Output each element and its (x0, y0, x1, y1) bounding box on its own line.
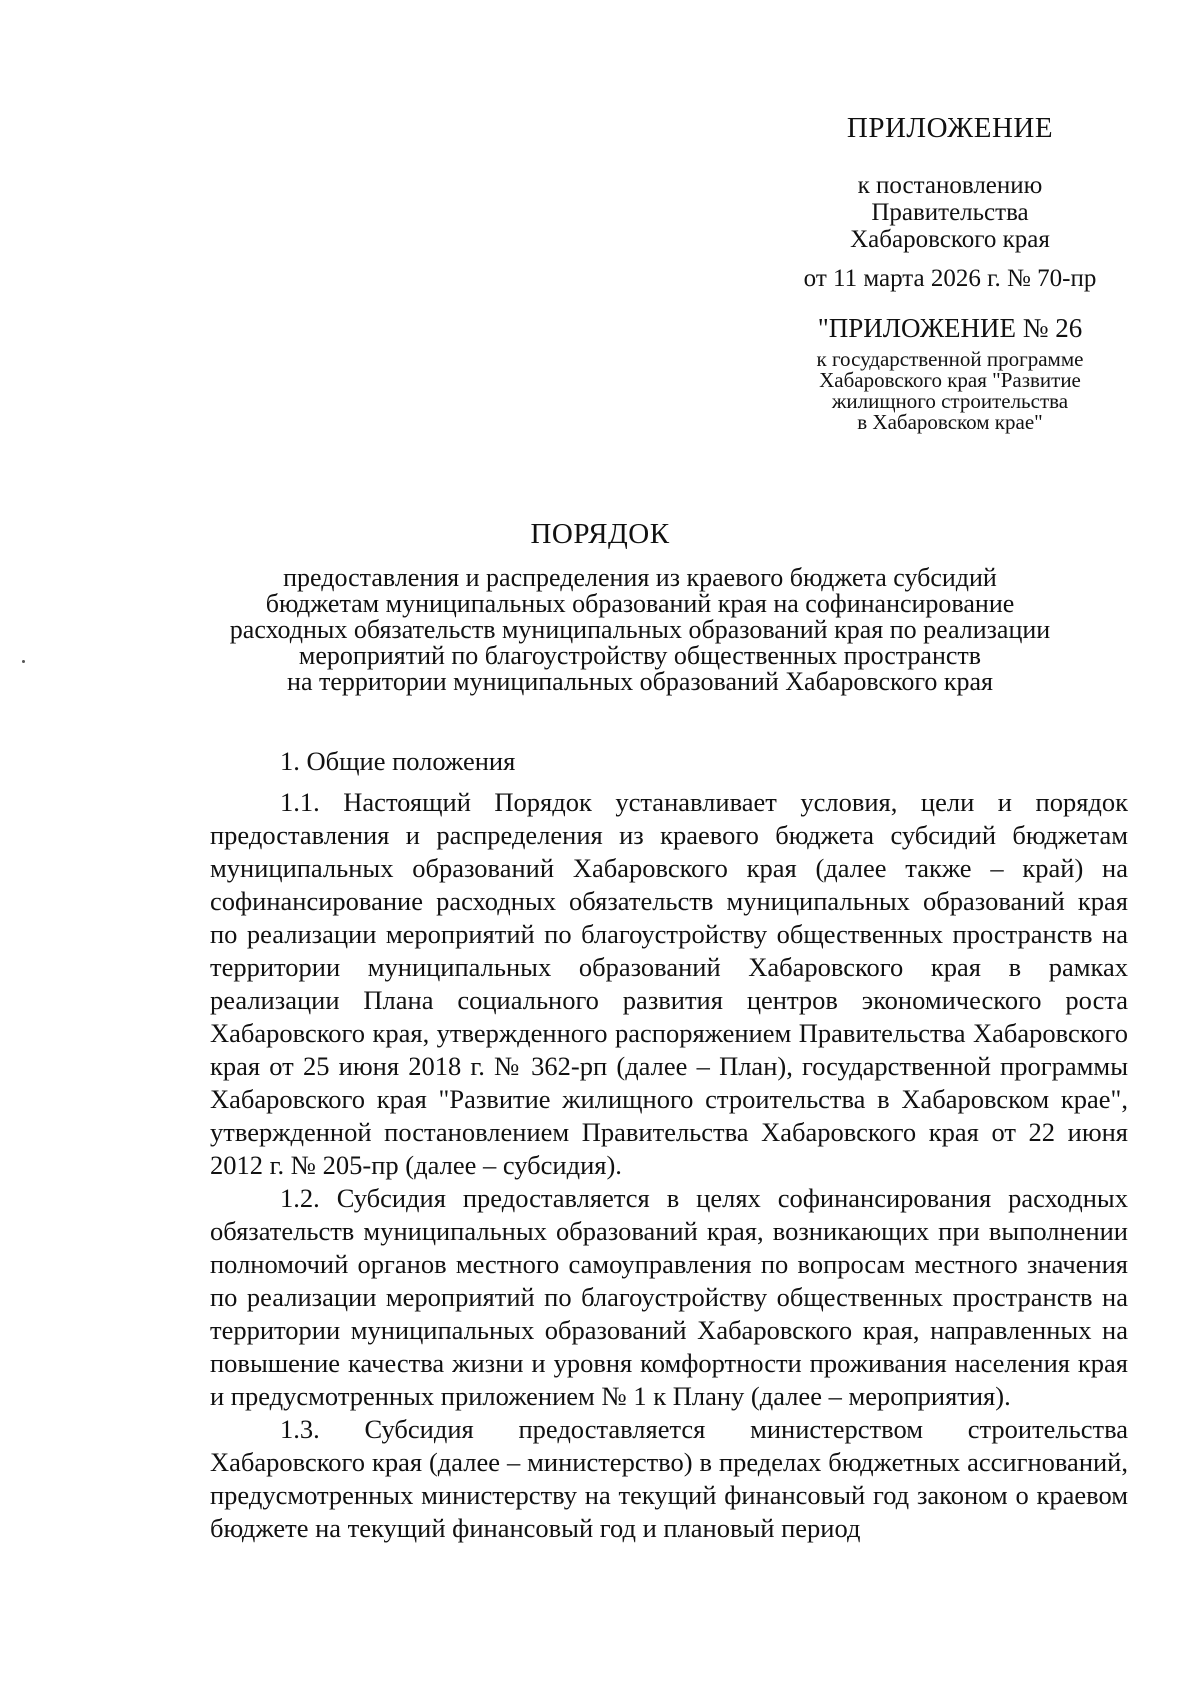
decree-reference (760, 172, 1140, 253)
program-appendix-title: "ПРИЛОЖЕНИЕ № 26 (817, 313, 1083, 343)
program-line: Хабаровского края "Развитие (819, 368, 1081, 392)
section-heading: 1. Общие положения (280, 746, 516, 776)
decree-line: Правительства (871, 199, 1029, 226)
decree-date: от 11 марта 2026 г. № 70-пр (803, 265, 1097, 292)
paragraph-1-2: 1.2. Субсидия предоставляется в целях софинансирования расходных обязательств муниципальных образований края, возникающих при выполнении полномочий органов местного самоуправления по вопросам местного значения по реализации мероприятий по благоустройству общественных пространств на территории муниципальных образований Хабаровского края, направленных на повышение качества жизни и уровня комфортности проживания населения края и предусмотренных приложением № 1 к Плану (далее – мероприятия). (210, 1183, 1128, 1411)
decree-line: к постановлению (857, 172, 1043, 199)
subtitle-line: бюджетам муниципальных образований края на софинансирование (265, 589, 1015, 618)
program-line: в Хабаровском крае" (857, 410, 1043, 434)
subtitle-line: расходных обязательств муниципальных образований края по реализации (229, 615, 1051, 644)
document-subtitle (190, 565, 1090, 695)
document-title: ПОРЯДОК (530, 518, 670, 550)
appendix-title: ПРИЛОЖЕНИЕ (846, 112, 1054, 144)
appendix-header (760, 112, 1140, 433)
document-body (210, 745, 1128, 1545)
program-line: к государственной программе (816, 347, 1084, 371)
subtitle-line: на территории муниципальных образований Хабаровского края (287, 667, 993, 696)
paragraph-1-1: 1.1. Настоящий Порядок устанавливает условия, цели и порядок предоставления и распределения из краевого бюджета субсидий бюджетам муниципальных образований Хабаровского края (далее также – край) на софинансирование расходных обязательств муниципальных образований края по реализации мероприятий по благоустройству общественных пространств на территории муниципальных образований Хабаровского края в рамках реализации Плана социального развития центров экономического роста Хабаровского края, утвержденного распоряжением Правительства Хабаровского края от 25 июня 2018 г. № 362-рп (далее – План), государственной программы Хабаровского края "Развитие жилищного строительства в Хабаровском крае", утвержденной постановлением Правительства Хабаровского края от 22 июня 2012 г. № 205-пр (далее – субсидия). (210, 787, 1128, 1180)
program-line: жилищного строительства (831, 389, 1069, 413)
paragraph-1-3: 1.3. Субсидия предоставляется министерством строительства Хабаровского края (далее – министерство) в пределах бюджетных ассигнований, предусмотренных министерству на текущий финансовый год законом о краевом бюджете на текущий финансовый год и плановый период (210, 1414, 1128, 1543)
scan-speck (22, 660, 25, 663)
subtitle-line: предоставления и распределения из краевого бюджета субсидий (283, 563, 997, 592)
decree-line: Хабаровского края (850, 226, 1050, 253)
subtitle-line: мероприятий по благоустройству общественных пространств (298, 641, 982, 670)
program-reference (760, 349, 1140, 433)
